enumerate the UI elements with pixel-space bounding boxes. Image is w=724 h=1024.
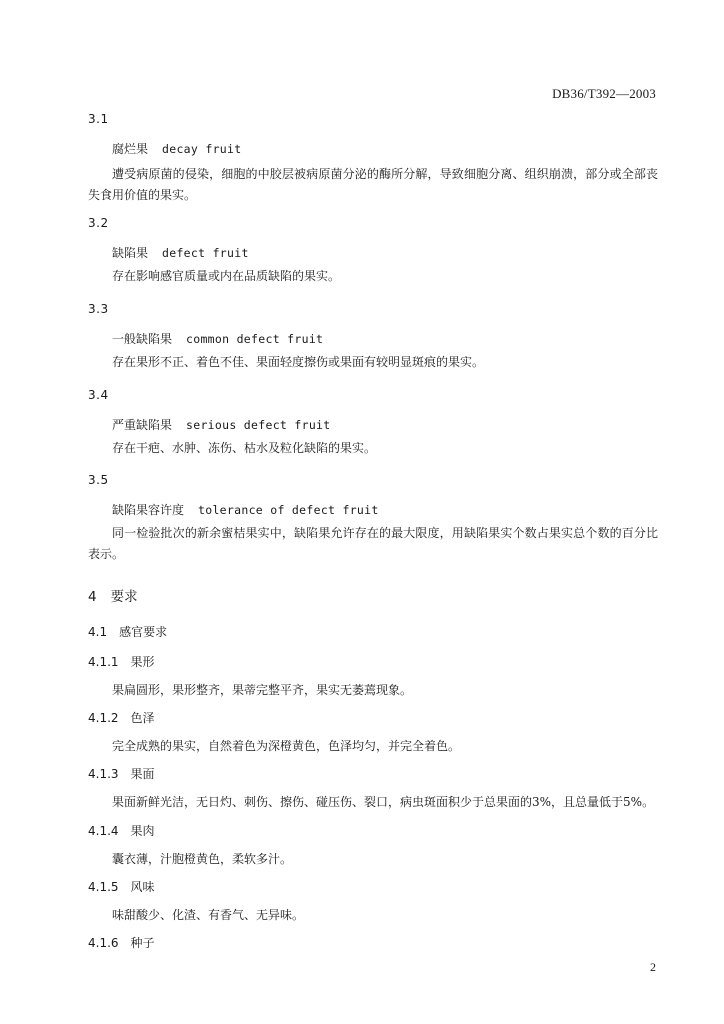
- term-heading: [112, 501, 379, 518]
- subsection-number: 4.1.1: [88, 655, 119, 669]
- subsection-title: 果形: [130, 655, 155, 669]
- term-definition: 存在干疤、水肿、冻伤、枯水及粒化缺陷的果实。: [112, 441, 377, 455]
- term-definition: 存在果形不正、着色不佳、果面轻度擦伤或果面有较明显斑痕的果实。: [112, 355, 485, 369]
- subsection-heading: [88, 822, 155, 839]
- term-en: decay fruit: [162, 142, 242, 156]
- subsection-text: 果扁圆形，果形整齐，果蒂完整平齐，果实无萎蔫现象。: [112, 683, 413, 697]
- clause-number: 3.2: [88, 216, 109, 230]
- term-zh: 一般缺陷果: [112, 332, 173, 346]
- subsection-heading: [88, 934, 155, 951]
- clause-number: 3.3: [88, 302, 109, 316]
- term-zh: 腐烂果: [112, 142, 149, 156]
- section-number: 4: [88, 589, 97, 605]
- term-heading: [112, 244, 249, 261]
- term-heading: [112, 416, 331, 433]
- subsection-heading: [88, 623, 167, 640]
- subsection-number: 4.1: [88, 625, 108, 639]
- standard-code-header: DB36/T392—2003: [552, 86, 656, 101]
- subsection-title: 果面: [130, 767, 155, 781]
- subsection-title: 种子: [130, 936, 155, 950]
- term-definition: 同一检验批次的新余蜜桔果实中，缺陷果允许存在的最大限度，用缺陷果实个数占果实总个数的百分比表示。: [88, 526, 658, 561]
- subsection-number: 4.1.4: [88, 824, 119, 838]
- subsection-number: 4.1.3: [88, 767, 119, 781]
- term-en: defect fruit: [162, 246, 249, 260]
- clause-number: 3.1: [88, 112, 109, 126]
- subsection-title: 风味: [130, 880, 155, 894]
- term-zh: 缺陷果: [112, 246, 149, 260]
- term-definition: 存在影响感官质量或内在品质缺陷的果实。: [112, 269, 341, 283]
- term-heading: [112, 330, 323, 347]
- term-en: common defect fruit: [186, 332, 324, 346]
- subsection-heading: [88, 653, 155, 670]
- section-heading: [88, 585, 138, 605]
- subsection-title: 果肉: [130, 824, 155, 838]
- subsection-text: 完全成熟的果实，自然着色为深橙黄色，色泽均匀，并完全着色。: [112, 739, 461, 753]
- subsection-heading: [88, 878, 155, 895]
- term-definition: 遭受病原菌的侵染，细胞的中胶层被病原菌分泌的酶所分解，导致细胞分离、组织崩溃，部分或全部丧失食用价值的果实。: [88, 167, 658, 202]
- subsection-text: 果面新鲜光洁，无日灼、刺伤、擦伤、碰压伤、裂口，病虫斑面积少于总果面的3%，且总量低于5%。: [112, 795, 655, 809]
- term-en: tolerance of defect fruit: [198, 503, 379, 517]
- subsection-number: 4.1.5: [88, 880, 119, 894]
- section-title: 要求: [110, 589, 138, 605]
- subsection-title: 色泽: [130, 711, 155, 725]
- term-zh: 缺陷果容许度: [112, 503, 185, 517]
- subsection-heading: [88, 765, 155, 782]
- term-heading: [112, 140, 241, 157]
- term-zh: 严重缺陷果: [112, 418, 173, 432]
- clause-number: 3.4: [88, 388, 109, 402]
- subsection-heading: [88, 709, 155, 726]
- subsection-number: 4.1.2: [88, 711, 119, 725]
- clause-number: 3.5: [88, 473, 109, 487]
- subsection-number: 4.1.6: [88, 936, 119, 950]
- subsection-text: 味甜酸少、化渣、有香气、无异味。: [112, 908, 305, 922]
- page-number: 2: [650, 960, 656, 974]
- subsection-title: 感官要求: [119, 625, 168, 639]
- subsection-text: 囊衣薄，汁胞橙黄色，柔软多汁。: [112, 852, 293, 866]
- term-en: serious defect fruit: [186, 418, 331, 432]
